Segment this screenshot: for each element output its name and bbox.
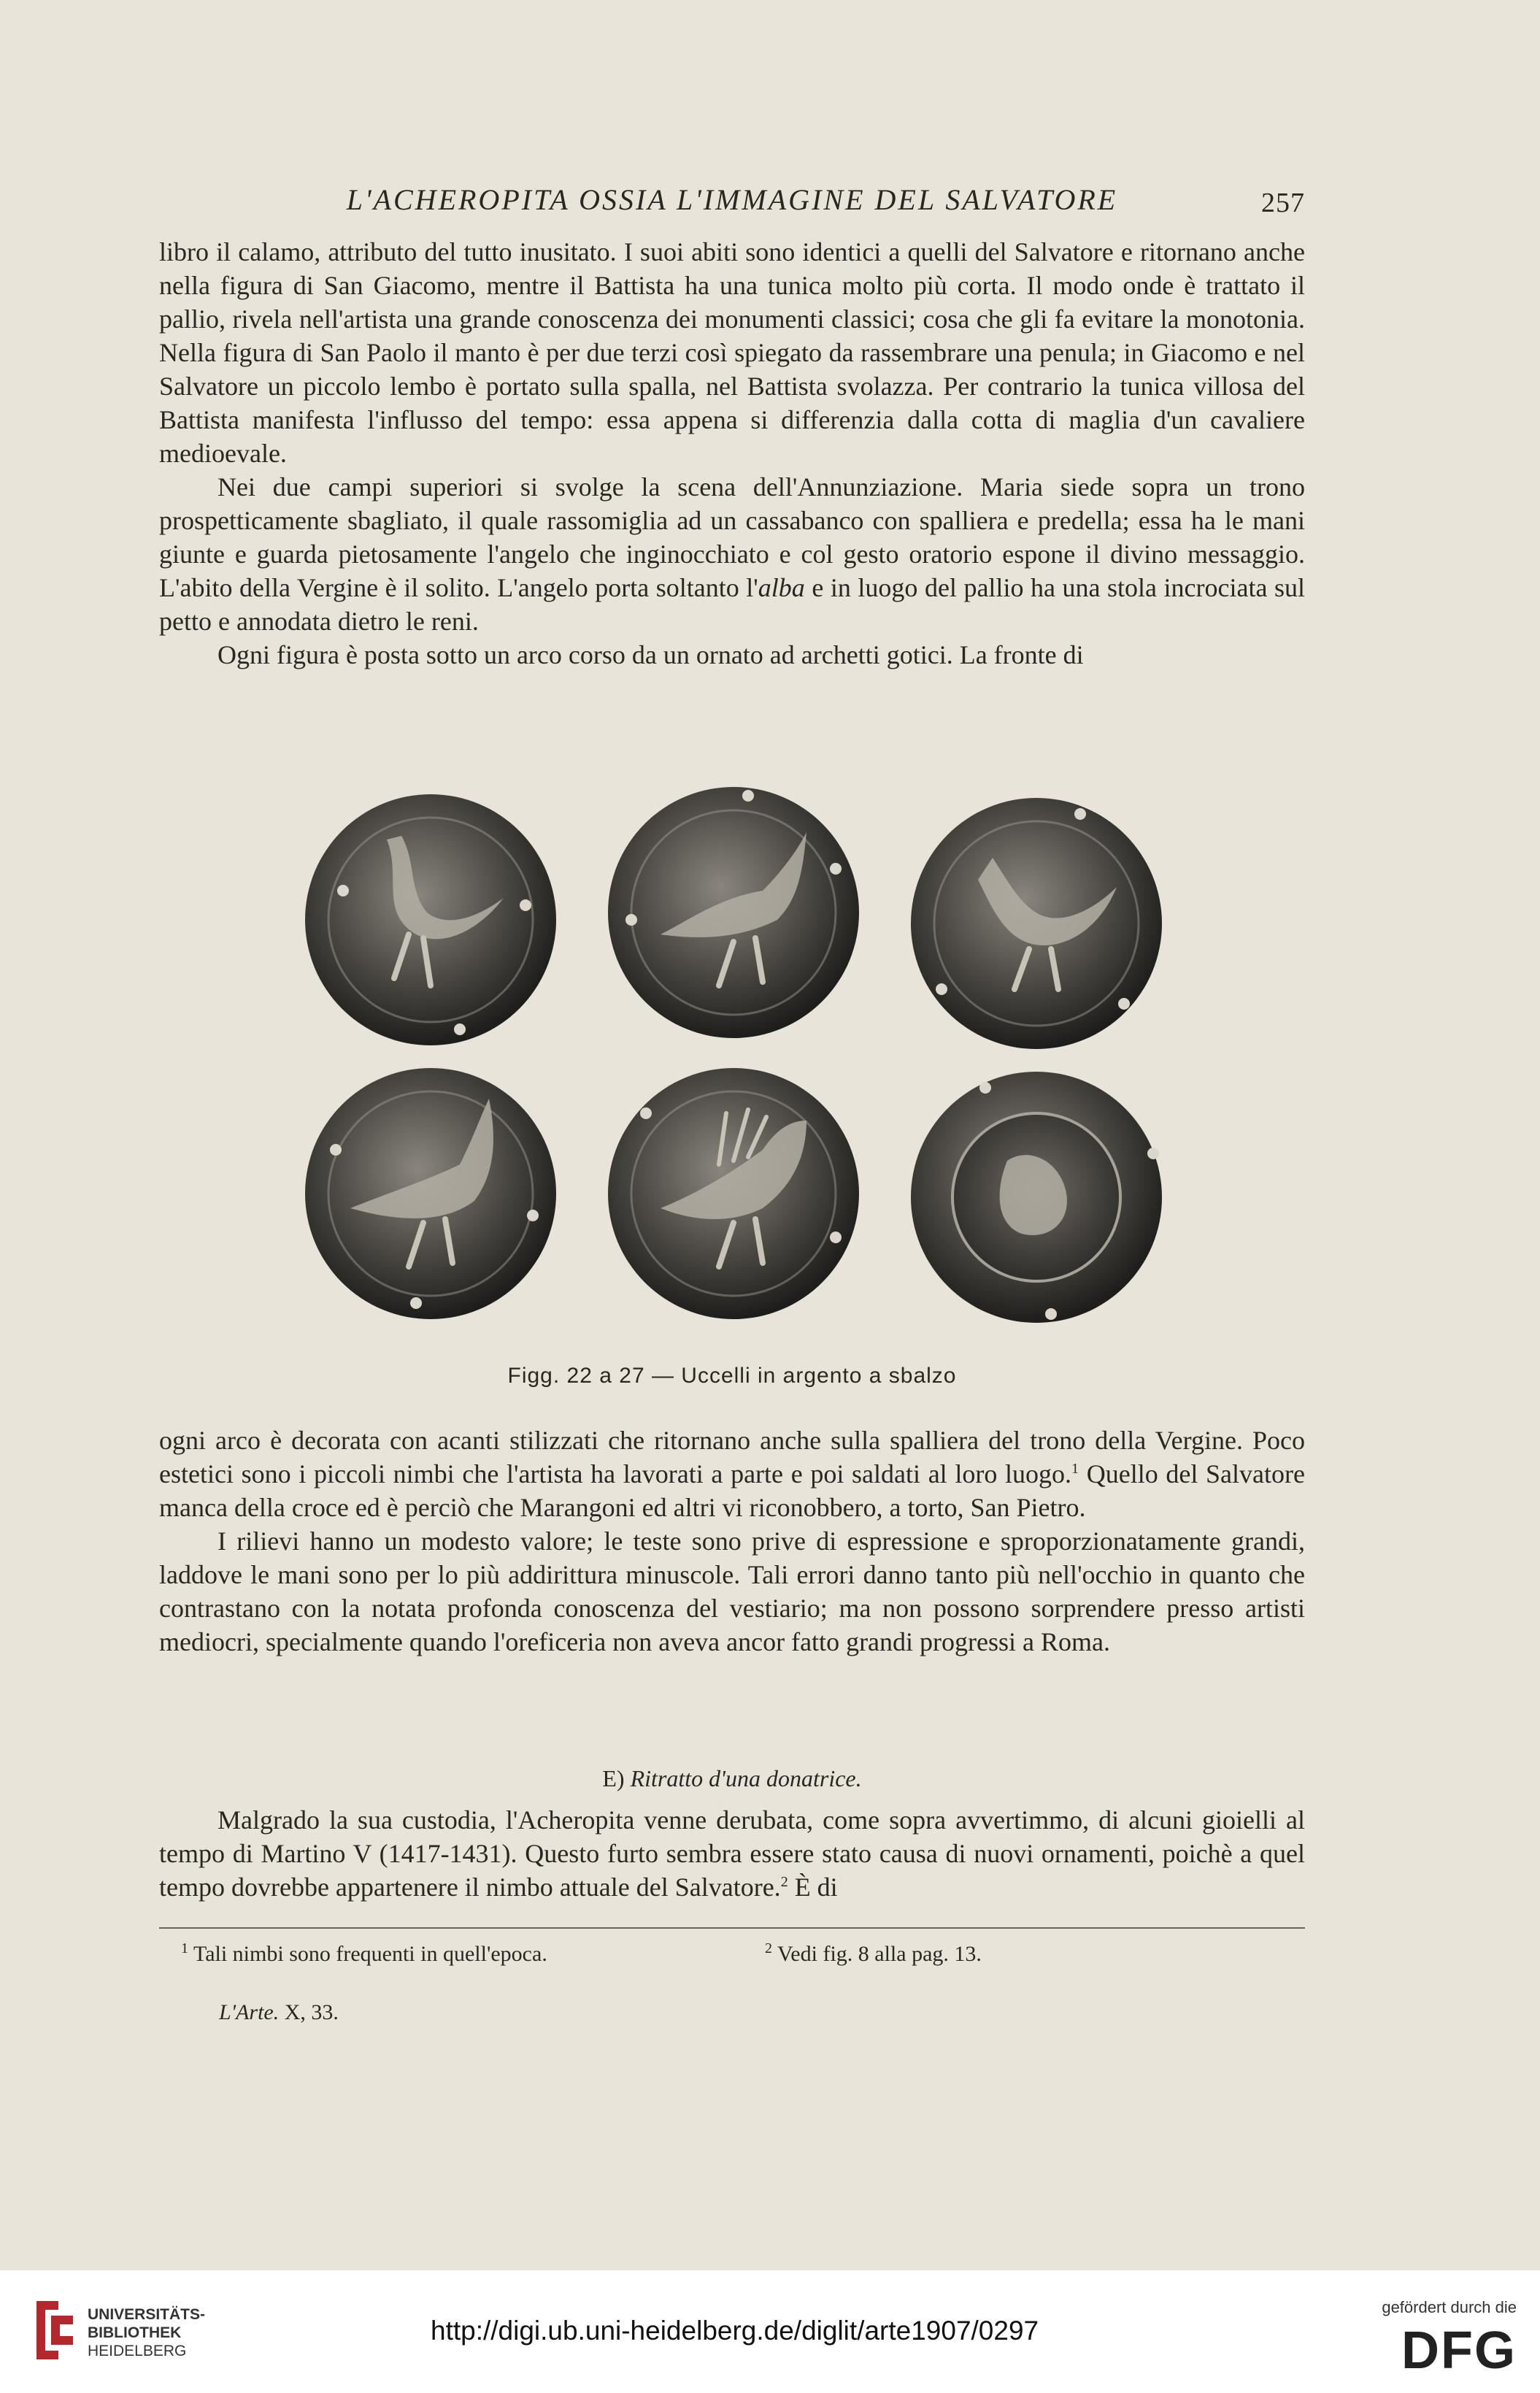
paragraph-arco: Ogni figura è posta sotto un arco corso da un ornato ad archetti gotici. La fronte di (217, 640, 1084, 669)
paragraph-annunciation: Nei due campi superiori si svolge la scena dell'Annunziazione. Maria siede sopra un trono prospetticamente sbagliato, il quale rassomiglia ad un cassabanco con spalliera e predella; essa ha le mani giunte e guarda pietosamente l'angelo che inginocchiato e col gesto oratorio espone il divino messaggio. L'abito della Vergine è il solito. L'angelo porta soltanto l'alba e in luogo del pallio ha una stola incrociata sul petto e annodata dietro le reni. (159, 472, 1305, 636)
page-number: 257 (1261, 188, 1305, 218)
coin-25 (305, 1068, 556, 1319)
section-heading-e: E) Ritratto d'una donatrice. (602, 1765, 862, 1791)
paragraph-acanti: ogni arco è decorata con acanti stilizzati che ritornano anche sulla spalliera del trono della Vergine. Poco estetici sono i piccoli nimbi che l'artista ha lavorati a parte e poi saldati al loro luogo.$^1$ Quello del Salvatore manca della croce ed è perciò che Marangoni ed altri vi riconobbero, a torto, San Pietro. (159, 1426, 1305, 1522)
footnote-ref-2[interactable]: 2 (780, 1874, 788, 1890)
footnote-1: $^1$ Tali nimbi sono frequenti in quell'epoca. (181, 1940, 547, 1966)
paragraph-custodia: Malgrado la sua custodia, l'Acheropita venne derubata, come sopra avvertimmo, di alcuni gioielli al tempo di Martino V (1417-1431). Questo furto sembra essere stato causa di nuovi ornamenti, poichè a quel tempo dovrebbe appartenere il nimbo attuale del Salvatore.$^2$ È di (159, 1805, 1305, 1902)
permalink-url[interactable]: http://digi.ub.uni-heidelberg.de/diglit/arte1907/0297 (431, 2316, 1039, 2346)
institution-name: UNIVERSITÄTS- BIBLIOTHEK HEIDELBERG (88, 2306, 206, 2359)
coin-23 (608, 787, 859, 1038)
body-text-section-e (159, 1803, 1305, 1904)
heidelberg-library-logo-icon[interactable] (31, 2294, 79, 2367)
funder-label: gefördert durch die (1382, 2298, 1517, 2316)
signature-mark: L'Arte. X, 33. (219, 2000, 339, 2024)
paragraph-pallio: libro il calamo, attributo del tutto inusitato. I suoi abiti sono identici a quelli del Salvatore e ritornano anche nella figura di San Giacomo, mentre il Battista ha una tunica molto più corta. Il modo onde è trattato il pallio, rivela nell'artista una grande conoscenza dei monumenti classici; cosa che gli fa evitare la monotonia. Nella figura di San Paolo il manto è per due terzi così spiegato da rassembrare una penula; in Giacomo e nel Salvatore un piccolo lembo è portato sulla spalla, nel Battista svolazza. Per contrario la tunica villosa del Battista manifesta l'influsso del tempo: essa appena si differenzia dalla cotta di maglia d'un cavaliere medioevale. (159, 237, 1305, 468)
running-head (159, 183, 1305, 217)
footnotes (159, 1942, 1305, 1967)
coin-27 (911, 1072, 1162, 1323)
coin-grid-illustration (277, 781, 1190, 1336)
paragraph-rilievi: I rilievi hanno un modesto valore; le teste sono prive di espressione e sproporzionatamente grandi, laddove le mani sono per lo più addirittura minuscole. Tali errori danno tanto più nell'occhio in quanto che contrastano con la notata profonda conoscenza del vestiario; ma non possono sorprendere presso artisti mediocri, specialmente quando l'oreficeria non aveva ancor fatto grandi progressi a Roma. (159, 1526, 1305, 1656)
coin-26 (608, 1068, 859, 1319)
body-text-middle (159, 1424, 1305, 1659)
figure-caption: Figg. 22 a 27 — Uccelli in argento a sbalzo (507, 1364, 957, 1388)
viewer-footer (0, 2270, 1540, 2393)
figure-silver-birds (277, 781, 1190, 1336)
footnote-2: $^2$ Vedi fig. 8 alla pag. 13. (765, 1940, 982, 1966)
running-head-title: L'ACHEROPITA OSSIA L'IMMAGINE DEL SALVATORE (346, 183, 1118, 216)
coin-22 (305, 794, 556, 1045)
body-text-top (159, 235, 1305, 672)
coin-24 (911, 798, 1162, 1049)
footnote-divider (159, 1927, 1305, 1929)
footnote-ref-1[interactable]: 1 (1071, 1461, 1079, 1477)
dfg-logo: DFG (1401, 2321, 1517, 2380)
